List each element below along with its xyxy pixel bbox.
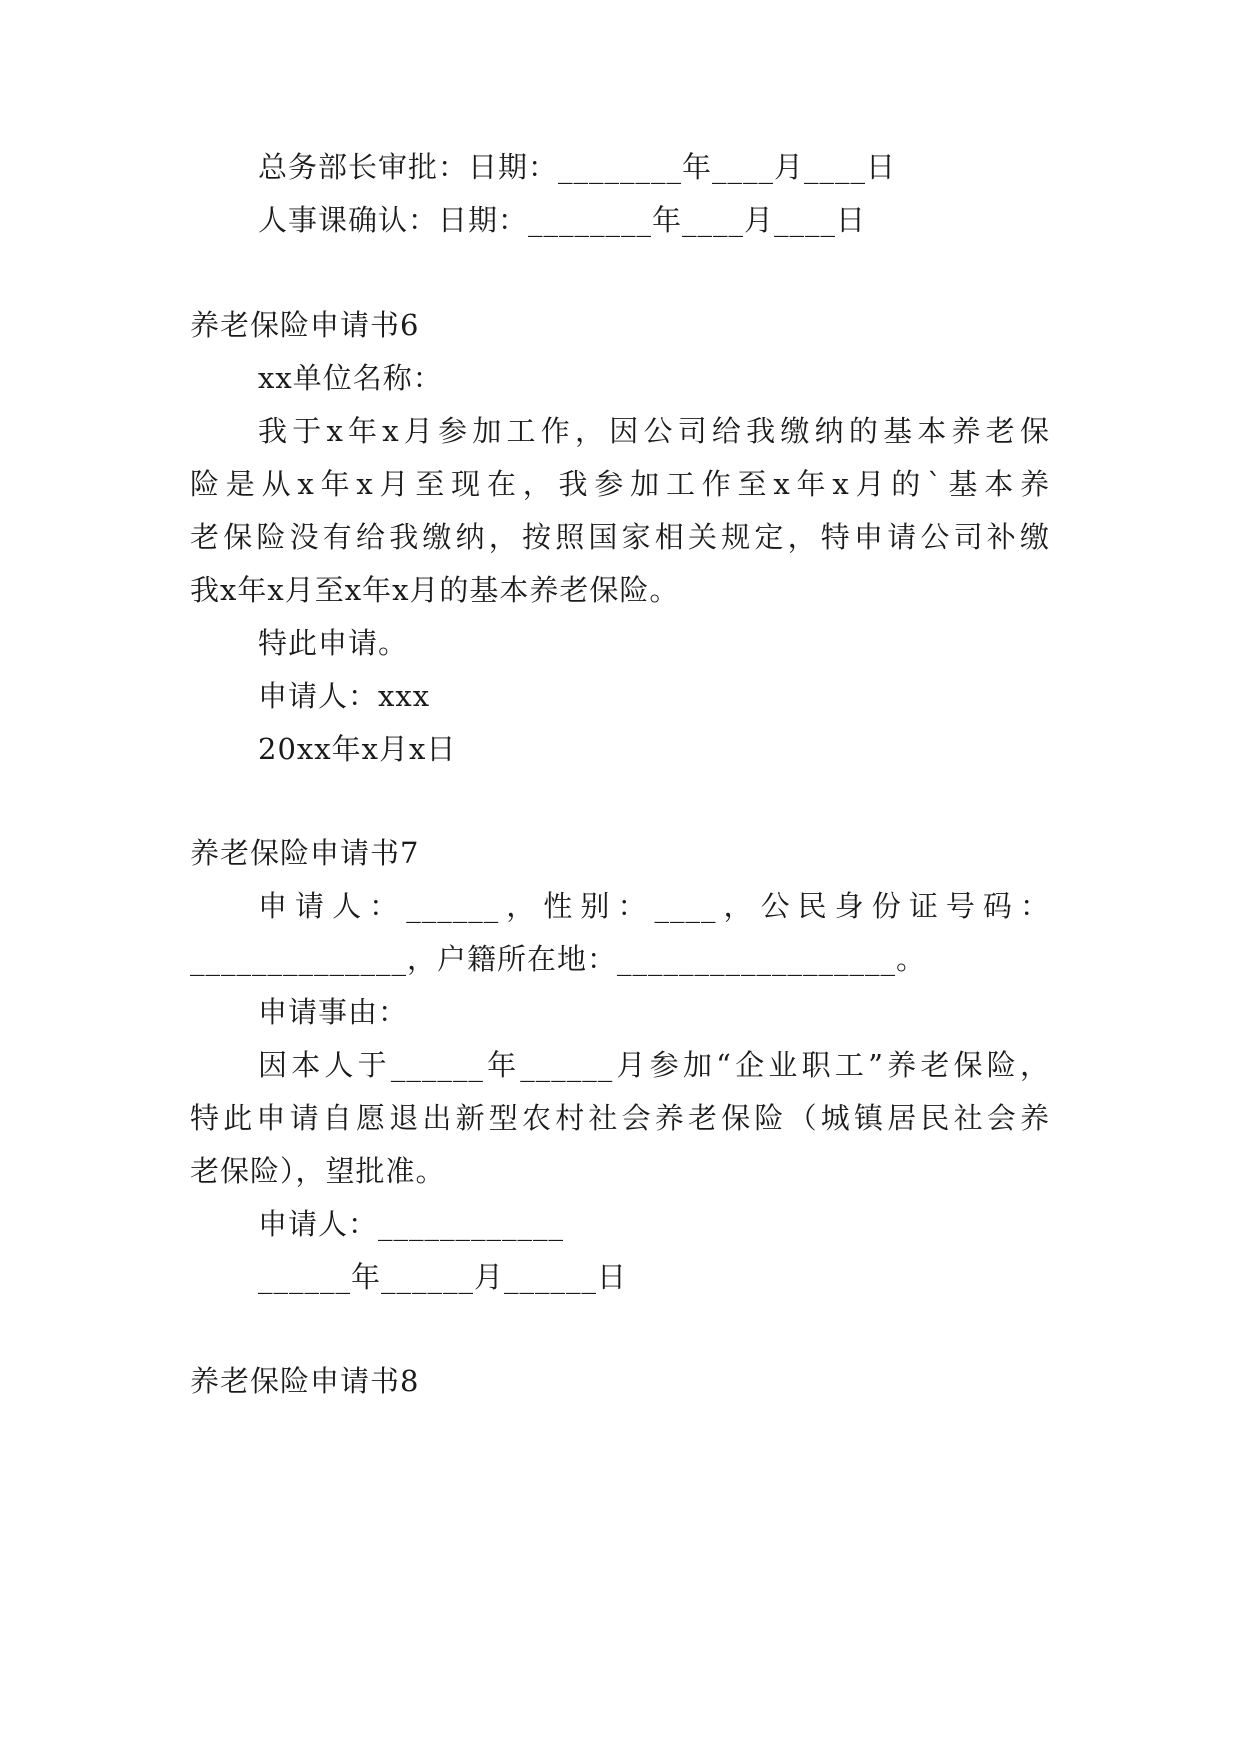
approval-hr-confirm: 人事课确认：日期：________年____月____日 [258,203,867,237]
section6-body-line: 我于x年x月参加工作，因公司给我缴纳的基本养老保 [258,414,1050,448]
section7-applicant: 申请人：____________ [258,1207,565,1241]
section6-body-line: 我x年x月至x年x月的基本养老保险。 [190,573,680,607]
section6-body-line: 险是从x年x月至现在，我参加工作至x年x月的`基本养 [190,467,1050,501]
section-title-7: 养老保险申请书7 [190,836,420,870]
section7-reason-label: 申请事由： [258,995,409,1029]
section7-date: ______年______月______日 [258,1260,628,1294]
section6-closing: 特此申请。 [258,626,409,660]
section7-body-line: 因本人于______年______月参加“企业职工”养老保险， [258,1048,1050,1082]
approval-general-manager: 总务部长审批：日期：________年____月____日 [258,150,897,184]
section7-body-line: 老保险），望批准。 [190,1154,446,1188]
section7-info-line: 申请人：______，性别：____，公民身份证号码： [258,889,1050,923]
section6-applicant: 申请人：xxx [258,679,431,713]
section6-body-line: 老保险没有给我缴纳，按照国家相关规定，特申请公司补缴 [190,520,1050,554]
section6-date: 20xx年x月x日 [258,732,457,766]
section-title-8: 养老保险申请书8 [190,1364,420,1398]
section7-body-line: 特此申请自愿退出新型农村社会养老保险（城镇居民社会养 [190,1101,1050,1135]
section7-info-line: ______________，户籍所在地：__________________。 [190,942,927,976]
section6-addressee: xx单位名称： [258,361,443,395]
section-title-6: 养老保险申请书6 [190,308,420,342]
